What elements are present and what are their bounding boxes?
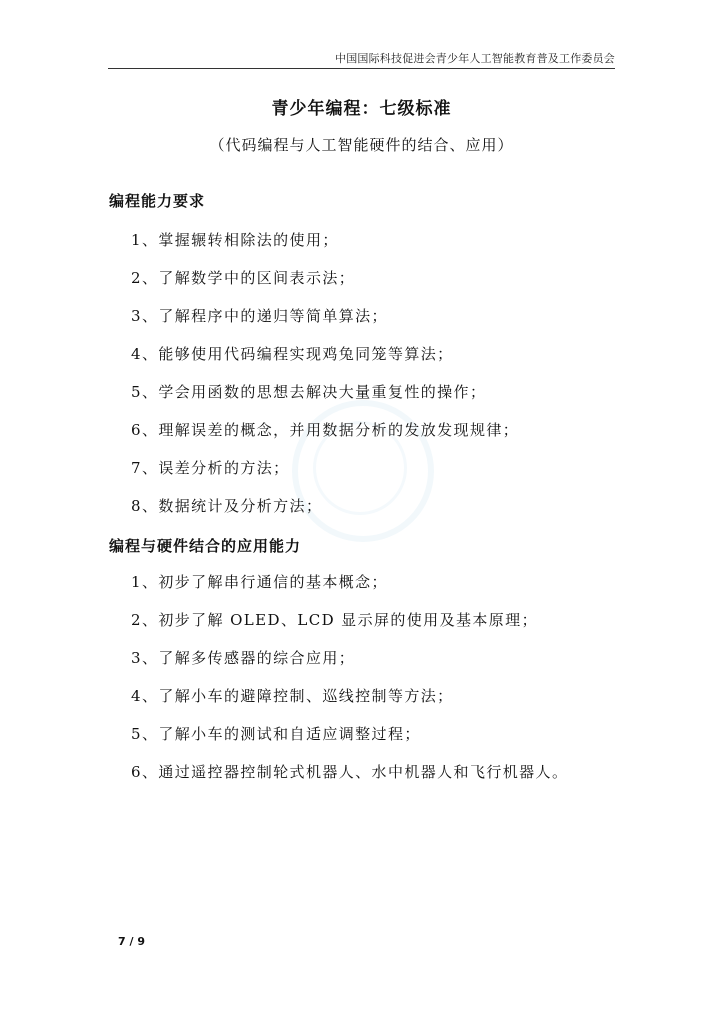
list-item: 7、误差分析的方法； — [131, 459, 290, 477]
list-item: 4、了解小车的避障控制、巡线控制等方法； — [131, 687, 454, 705]
list-item: 6、理解误差的概念，并用数据分析的发放发现规律； — [131, 421, 520, 439]
header-divider — [108, 68, 615, 69]
page-header: 中国国际科技促进会青少年人工智能教育普及工作委员会 — [335, 52, 615, 65]
list-item: 8、数据统计及分析方法； — [131, 497, 323, 515]
section-title-hardware: 编程与硬件结合的应用能力 — [109, 537, 302, 555]
list-item: 5、学会用函数的思想去解决大量重复性的操作； — [131, 383, 487, 401]
list-item: 3、了解程序中的递归等简单算法； — [131, 307, 388, 325]
list-item: 1、掌握辗转相除法的使用； — [131, 231, 339, 249]
section-title-programming: 编程能力要求 — [109, 192, 206, 210]
list-item: 2、了解数学中的区间表示法； — [131, 269, 356, 287]
programming-requirements-list — [131, 229, 519, 533]
list-item: 6、通过遥控器控制轮式机器人、水中机器人和飞行机器人。 — [131, 763, 569, 781]
list-item: 5、了解小车的测试和自适应调整过程； — [131, 725, 421, 743]
list-item: 2、初步了解 OLED、LCD 显示屏的使用及基本原理； — [131, 611, 538, 629]
list-item: 3、了解多传感器的综合应用； — [131, 649, 356, 667]
list-item: 1、初步了解串行通信的基本概念； — [131, 573, 388, 591]
list-item: 4、能够使用代码编程实现鸡兔同笼等算法； — [131, 345, 454, 363]
document-title: 青少年编程：七级标准 — [271, 99, 452, 119]
hardware-abilities-list — [131, 571, 568, 799]
page-number: 7 / 9 — [118, 935, 145, 948]
document-subtitle: （代码编程与人工智能硬件的结合、应用） — [209, 136, 514, 154]
